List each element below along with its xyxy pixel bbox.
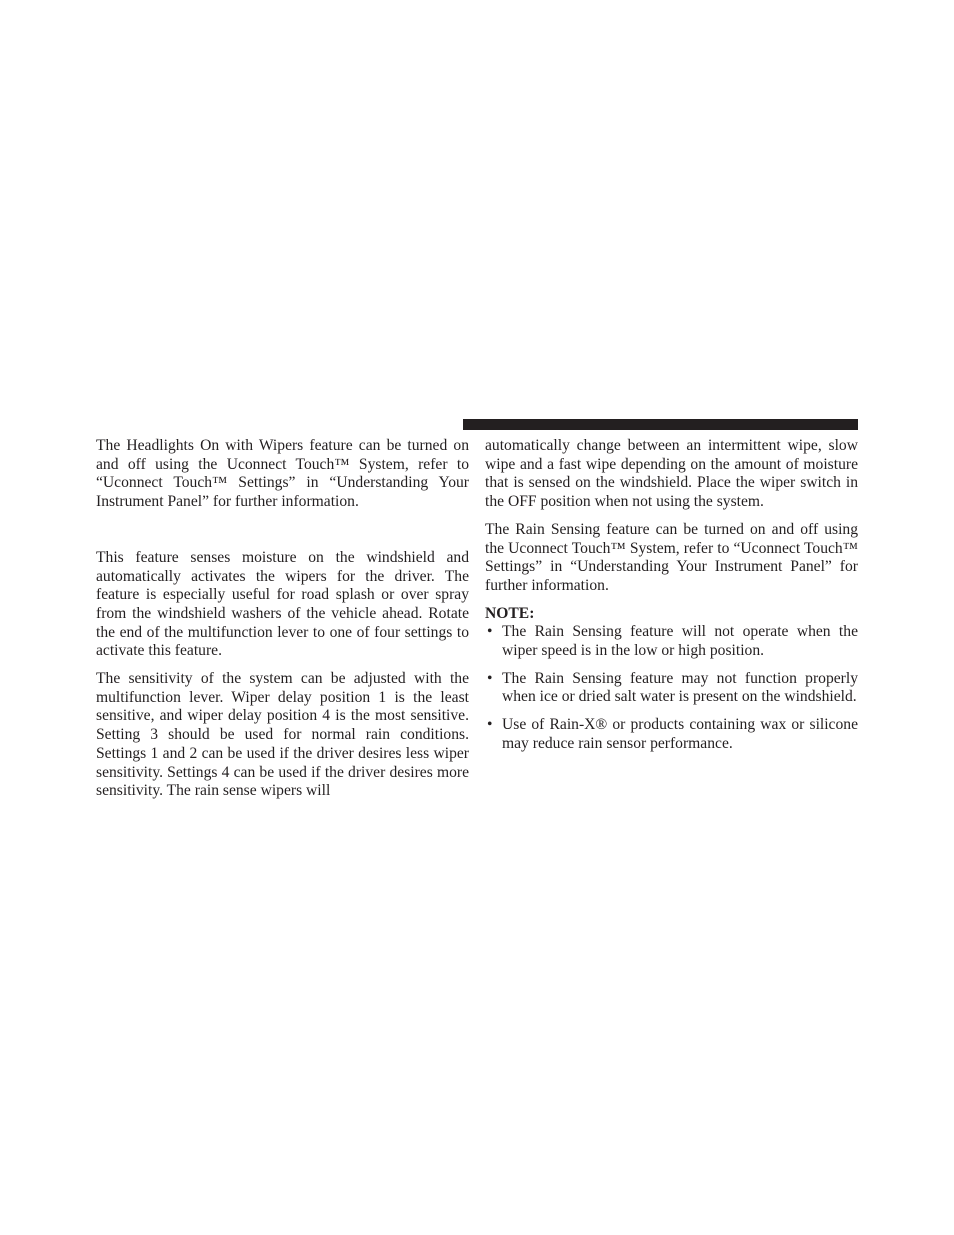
note-label: NOTE: xyxy=(485,604,535,622)
bullet-icon: • xyxy=(487,716,493,734)
left-column xyxy=(96,437,469,801)
list-item xyxy=(485,716,858,753)
right-column xyxy=(485,437,858,763)
list-item xyxy=(485,670,858,707)
list-item xyxy=(485,623,858,660)
note-bullet-text: The Rain Sensing feature will not operate when the wiper speed is in the low or high position. xyxy=(502,623,858,660)
bullet-icon: • xyxy=(487,623,493,641)
note-bullet-list xyxy=(485,623,858,753)
wipe-mode-paragraph: automatically change between an intermittent wipe, slow wipe and a fast wipe depending on the amount of moisture that is sensed on the windshield. Place the wiper switch in the OFF position when not using the system. xyxy=(485,437,858,511)
section-header-bar xyxy=(463,419,858,430)
sensitivity-paragraph: The sensitivity of the system can be adjusted with the multifunction lever. Wiper delay position 1 is the least sensitive, and wiper delay position 4 is the most sensitive. Setting 3 should be used for normal rain conditions. Settings 1 and 2 can be used if the driver desires less wiper sensitivity. Settings 4 can be used if the driver desires more sensitivity. The rain sense wipers will xyxy=(96,670,469,800)
rain-sensing-settings-paragraph: The Rain Sensing feature can be turned on and off using the Uconnect Touch™ System, refer to “Uconnect Touch™ Settings” in “Understanding Your Instrument Panel” for further information. xyxy=(485,520,858,594)
headlights-with-wipers-paragraph: The Headlights On with Wipers feature can be turned on and off using the Uconnect Touch™ System, refer to “Uconnect Touch™ Settings” in “Understanding Your Instrument Panel” for further information. xyxy=(96,437,469,511)
note-bullet-text: The Rain Sensing feature may not function properly when ice or dried salt water is present on the windshield. xyxy=(502,669,858,706)
rain-sensing-intro-paragraph: This feature senses moisture on the windshield and automatically activates the wipers for the driver. The feature is especially useful for road splash or over spray from the windshield washers of the vehicle ahead. Rotate the end of the multifunction lever to one of four settings to activate this feature. xyxy=(96,548,469,660)
bullet-icon: • xyxy=(487,669,493,687)
note-bullet-text: Use of Rain-X® or products containing wax or silicone may reduce rain sensor performance. xyxy=(502,716,858,752)
